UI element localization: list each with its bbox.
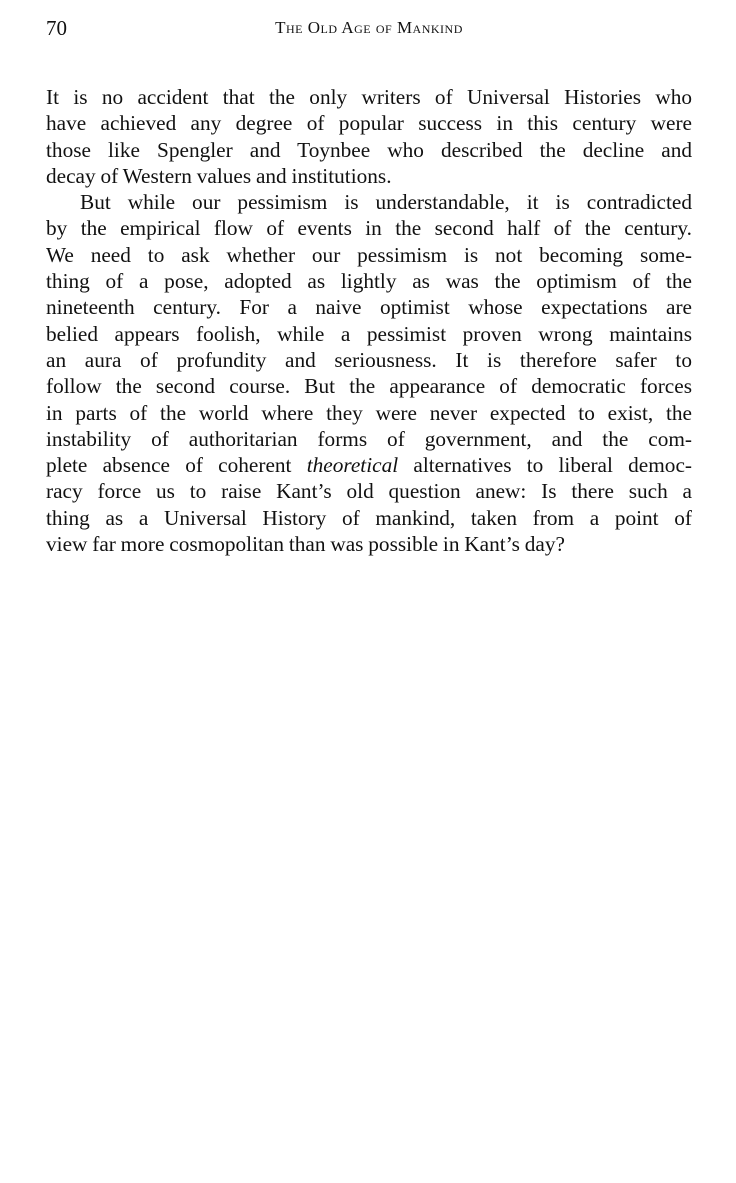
text-line: thing of a pose, adopted as lightly as was the optimism of the bbox=[46, 269, 692, 294]
text-line: decay of Western values and institutions. bbox=[46, 163, 392, 188]
text-line: instability of authoritarian forms of government, and the com- bbox=[46, 426, 692, 451]
text-segment: alternatives to liberal democ- bbox=[398, 453, 692, 478]
text-line: belied appears foolish, while a pessimist proven wrong maintains bbox=[46, 321, 692, 346]
text-line: We need to ask whether our pessimism is not becoming some- bbox=[46, 242, 692, 267]
text-line: But while our pessimism is understandable, it is contradicted bbox=[80, 190, 692, 215]
page-number: 70 bbox=[46, 16, 67, 40]
text-line: racy force us to raise Kant’s old question anew: Is there such a bbox=[46, 479, 692, 504]
text-line: those like Spengler and Toynbee who described the decline and bbox=[46, 137, 692, 162]
text-line: by the empirical flow of events in the second half of the century. bbox=[46, 216, 692, 241]
text-line bbox=[46, 452, 692, 478]
text-line: in parts of the world where they were never expected to exist, the bbox=[46, 400, 692, 425]
italic-text: theoretical bbox=[306, 453, 399, 478]
text-line: thing as a Universal History of mankind, taken from a point of bbox=[46, 505, 692, 530]
text-line: have achieved any degree of popular success in this century were bbox=[46, 111, 692, 136]
text-segment: plete absence of coherent bbox=[46, 453, 307, 478]
text-line: view far more cosmopolitan than was possible in Kant’s day? bbox=[46, 532, 565, 557]
running-title: The Old Age of Mankind bbox=[275, 18, 463, 37]
text-line: follow the second course. But the appearance of democratic forces bbox=[46, 374, 692, 399]
text-line: nineteenth century. For a naive optimist whose expectations are bbox=[46, 295, 692, 320]
running-head bbox=[46, 14, 692, 42]
text-line: It is no accident that the only writers of Universal Histories who bbox=[46, 85, 692, 109]
text-line: an aura of profundity and seriousness. It is therefore safer to bbox=[46, 347, 692, 372]
paragraph bbox=[46, 189, 692, 557]
paragraph bbox=[46, 84, 692, 189]
body-text bbox=[46, 84, 692, 557]
